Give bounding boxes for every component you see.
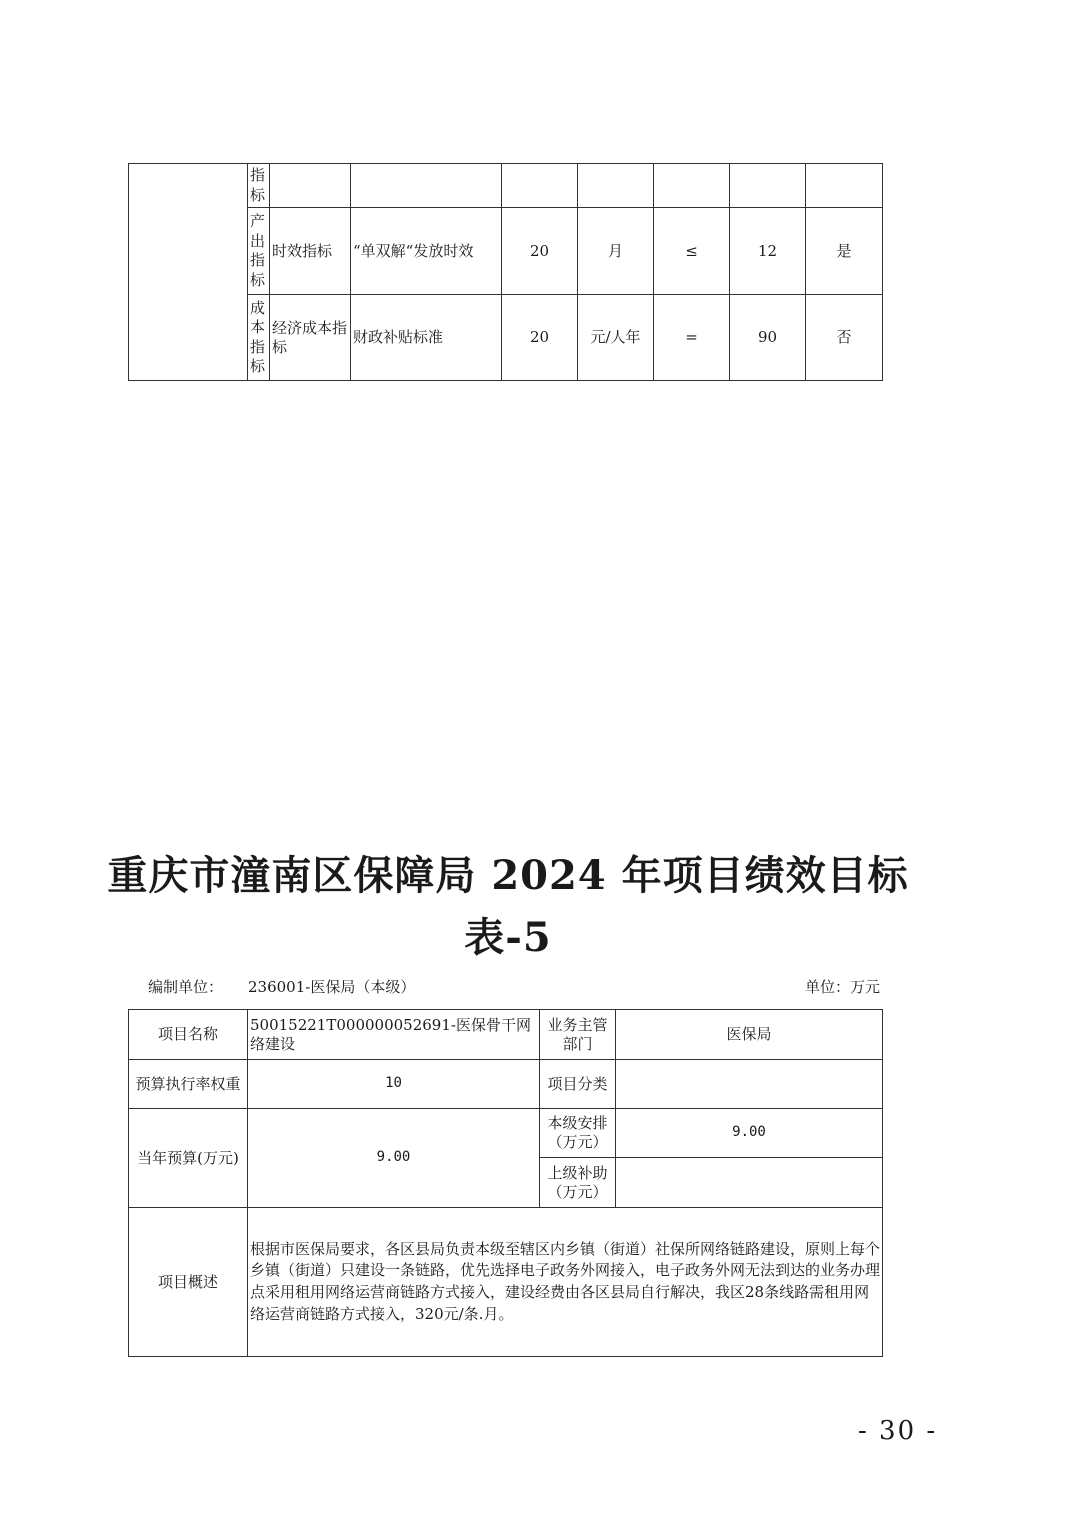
indicator-flag: 否	[806, 295, 883, 381]
table-row	[129, 1060, 883, 1109]
org-value: 236001-医保局（本级）	[248, 978, 416, 996]
indicator-value: 12	[730, 208, 806, 295]
category-value	[616, 1060, 883, 1109]
overview-label: 项目概述	[129, 1208, 248, 1357]
page-number: - 30 -	[858, 1416, 938, 1446]
dept-label: 业务主管部门	[540, 1010, 616, 1060]
table-row	[129, 164, 883, 208]
dept-value: 医保局	[616, 1010, 883, 1060]
indicator-sub: 经济成本指标	[270, 295, 351, 381]
indicator-category: 指标	[248, 164, 270, 208]
table-row	[129, 1208, 883, 1357]
indicator-table-continued	[128, 163, 883, 381]
merged-empty-cell	[129, 164, 248, 381]
local-label: 本级安排（万元）	[540, 1109, 616, 1158]
budget-label: 当年预算(万元)	[129, 1109, 248, 1208]
indicator-weight: 20	[502, 208, 578, 295]
indicator-sub	[270, 164, 351, 208]
indicator-name: 财政补贴标准	[351, 295, 502, 381]
indicator-flag: 是	[806, 208, 883, 295]
project-name-label: 项目名称	[129, 1010, 248, 1060]
rate-value: 10	[248, 1060, 540, 1109]
indicator-unit	[578, 164, 654, 208]
rate-label: 预算执行率权重	[129, 1060, 248, 1109]
indicator-weight	[502, 164, 578, 208]
upper-value	[616, 1158, 883, 1208]
budget-value: 9.00	[248, 1109, 540, 1208]
project-name-value: 50015221T000000052691-医保骨干网络建设	[248, 1010, 540, 1060]
indicator-operator: ≤	[654, 208, 730, 295]
project-table	[128, 1009, 883, 1357]
indicator-unit: 月	[578, 208, 654, 295]
indicator-operator	[654, 164, 730, 208]
category-label: 项目分类	[540, 1060, 616, 1109]
indicator-value	[730, 164, 806, 208]
indicator-value: 90	[730, 295, 806, 381]
indicator-weight: 20	[502, 295, 578, 381]
indicator-operator: =	[654, 295, 730, 381]
indicator-category: 产出指标	[248, 208, 270, 295]
page-title-line1: 重庆市潼南区保障局 2024 年项目绩效目标	[107, 852, 909, 899]
page-title-line2: 表-5	[464, 914, 552, 961]
table-row	[129, 1010, 883, 1060]
upper-label: 上级补助（万元）	[540, 1158, 616, 1208]
table-row	[129, 1109, 883, 1158]
indicator-sub: 时效指标	[270, 208, 351, 295]
indicator-name: “单双解“发放时效	[351, 208, 502, 295]
indicator-name	[351, 164, 502, 208]
unit-label: 单位：万元	[804, 978, 880, 996]
overview-text: 根据市医保局要求，各区县局负责本级至辖区内乡镇（街道）社保所网络链路建设，原则上每个乡镇（街道）只建设一条链路，优先选择电子政务外网接入，电子政务外网无法到达的业务办理点采用租用网络运营商链路方式接入，建设经费由各区县局自行解决，我区28条线路需租用网络运营商链路方式接入，320元/条.月。	[248, 1208, 883, 1357]
org-label: 编制单位：	[148, 978, 224, 996]
local-value: 9.00	[616, 1109, 883, 1158]
indicator-category: 成本指标	[248, 295, 270, 381]
indicator-flag	[806, 164, 883, 208]
indicator-unit: 元/人年	[578, 295, 654, 381]
